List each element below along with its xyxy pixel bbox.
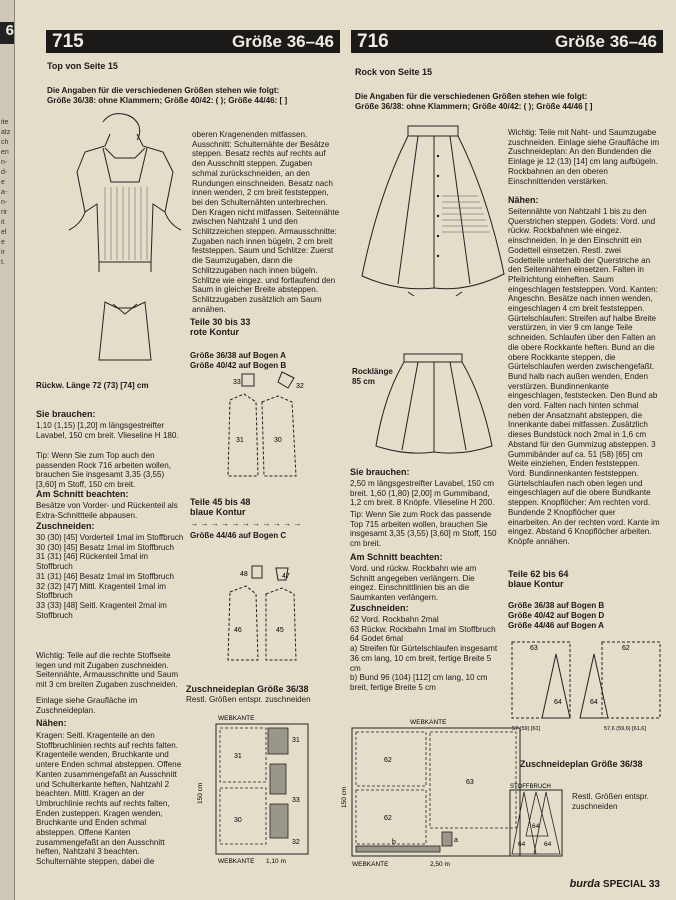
- pattern-716-header: [351, 30, 663, 53]
- magazine-brand: burda: [569, 878, 601, 890]
- svg-text:64: 64: [590, 699, 598, 706]
- sewing-heading: Nähen:: [508, 195, 539, 205]
- piece-b-label: b: [392, 839, 396, 846]
- size-sheet-2: Größe 40/42 auf Bogen B: [190, 361, 287, 370]
- fold-label: STOFFBRUCH: [510, 784, 551, 790]
- cutting-item: 31 (31) [46] Besatz 1mal im Stoffbruch: [36, 571, 174, 581]
- important-text: Wichtig: Teile auf die rechte Stoffseite legen und mit Zugaben zuschneiden. Seitennähte, Armausschnitte und Saum mit 3 cm breiten Zugaben zuschneiden.: [36, 651, 179, 690]
- previous-page-fragment: t.: [1, 259, 5, 266]
- pattern-715-header: [46, 30, 340, 53]
- skirt-length-value: 85 cm: [352, 377, 375, 386]
- pattern-number: 716: [357, 30, 389, 52]
- previous-page-fragment: ite: [1, 119, 9, 126]
- previous-page-fragment: n-: [1, 199, 8, 206]
- pattern-715-title: Top von Seite 15: [47, 61, 118, 71]
- sewing-text: Seitennähte von Nahtzahl 1 bis zu den Querstrichen steppen. Godets: Vord. und rückw. Rockbahnen wie eingez. einschneiden. In je den Einschnitt ein Godetteil einsetzen. Restl. zwei Godetteile unterhalb der Querstriche an den Seitennähten einsetzen. Falten in Pfeilrichtung einheften. Saum eingeschlagen feststeppen. Vord. Kanten: Angeschn. Besätze nach innen wenden, eingeschlagen 4 cm breit feststeppen. Gürtelschlaufen: Streifen auf halbe Breite verstürzen, in vier 9 cm lange Teile schneiden. Schlaufen über den Falten an die obere Rockkante heften. Bund an die obere Rockkante steppen, die Gürtelschlaufen werden zwischengefaßt. Bund halb nach außen wenden, Enden verstürzen. Bundinnenkante eingeschlagen, feststecken. Den Bund ab den vord. Falten nach hinten schmal neben der Ansatznaht absteppen, die Innenkante dabei mitfassen. Zusätzlich dieses Bundstück noch 2mal in 1,6 cm Abstand für den Gummizug absteppen. 3 Gummibänder auf ca. 51 (58) [65] cm Weite einziehen, Enden feststeppen. Vord. Bundinnenkanten feststeppen. Gürtelschlaufen nach oben legen und eingeschlagen auf die obere Bundkante steppen. Knopflöcher: Am rechten vord. Bundende 2 Knopflöcher quer einarbeiten. An der rechten vord. Kante im eingez. Abstand 6 Knopflöcher arbeiten. Knöpfe annähen.: [508, 207, 660, 546]
- pieces-30-33-heading: Teile 30 bis 33: [190, 317, 251, 327]
- piece-48-label: 48: [240, 571, 248, 578]
- cutting-item: 63 Rückw. Rockbahn 1mal im Stoffbruch: [350, 624, 496, 634]
- interfacing-text: Einlage siehe Graufläche im Zuschneideplan.: [36, 696, 138, 715]
- previous-page-fragment: e: [1, 239, 5, 246]
- previous-page-fragment: ir: [1, 249, 5, 256]
- svg-text:31: 31: [234, 753, 242, 760]
- selvedge-top-label: WEBKANTE: [410, 719, 447, 726]
- size-sheet-2: Größe 40/42 auf Bogen D: [508, 611, 605, 620]
- previous-page-fragment: el: [1, 229, 7, 236]
- pattern-notes-text: Besätze von Vorder- und Rückenteil als Extra-Schnittteile abpausen.: [36, 501, 178, 520]
- pattern-notes-heading: Am Schnitt beachten:: [350, 552, 443, 562]
- svg-text:62: 62: [384, 815, 392, 822]
- magazine-edition: SPECIAL: [602, 879, 647, 890]
- size-range: Größe 36–46: [231, 31, 334, 51]
- dimension-1: 57 (59) [61]: [512, 726, 541, 732]
- layout-height-label: 150 cm: [197, 782, 204, 804]
- cutting-item: 30 (30) [45] Vorderteil 1mal im Stoffbruch: [36, 533, 184, 542]
- selvedge-top-label: WEBKANTE: [218, 715, 255, 722]
- svg-text:62: 62: [384, 757, 392, 764]
- cutting-item: b) Bund 96 (104) [112] cm lang, 10 cm breit, fertige Breite 5 cm: [350, 673, 488, 692]
- svg-text:63: 63: [466, 779, 474, 786]
- previous-page-fragment: n-: [1, 159, 8, 166]
- previous-page-fragment: d-: [1, 169, 8, 176]
- previous-page-fragment: rir: [1, 209, 8, 216]
- cutting-heading: Zuschneiden:: [36, 521, 95, 531]
- layout-width-label: 2,50 m: [430, 861, 450, 868]
- previous-page-fragment: a-: [1, 189, 8, 196]
- cutting-item: 64 Godet 6mal: [350, 634, 404, 644]
- important-text: Wichtig: Teile mit Naht- und Saumzugabe zuschneiden. Einlage siehe Graufläche im Zuschneideplan: An den Bundenden die Einlage je 12 (13) [14] cm lang aufbügeln. Rockbahnen an den oberen Einschnittenden verstärken.: [508, 128, 660, 186]
- pattern-notes-text: Vord. und rückw. Rockbahn wie am Schnitt angegeben verlängern. Die eingez. Einschnittlinien bis an die Saumkanten verlängern.: [350, 564, 477, 603]
- svg-text:64: 64: [518, 841, 526, 848]
- layout-715-diagram: [196, 712, 320, 867]
- pattern-716-title: Rock von Seite 15: [355, 67, 433, 77]
- svg-text:62: 62: [622, 645, 630, 652]
- skirt-sketch: [358, 116, 508, 456]
- svg-text:30: 30: [234, 817, 242, 824]
- piece-33-label: 33: [233, 379, 241, 386]
- sizes-note-2: Größe 36/38: ohne Klammern; Größe 40/42: ( ); Größe 44/46 [ ]: [355, 102, 593, 111]
- layout-716-note: Restl. Größen entspr. zuschneiden: [572, 792, 649, 811]
- previous-page-fragment: en: [1, 149, 9, 156]
- materials-text: 1,10 (1,15) [1,20] m längsgestreifter Lavabel, 150 cm breit. Vlieseline H 180.: [36, 421, 179, 440]
- piece-46-label: 46: [234, 627, 242, 634]
- direction-arrows: → → → → → → → → → → →: [190, 519, 302, 528]
- cutting-item: 62 Vord. Rockbahn 2mal: [350, 615, 439, 624]
- sewing-text-continued: oberen Kragenenden mitfassen. Ausschnitt: Schulternähte der Besätze steppen. Besatz rechts auf rechts auf den Ausschnitt steppen. Zugaben schmal zurückschneiden, an den Rundungen einschneiden. Besatz nach innen wenden, 2 cm breit feststeppen, bei den Schulternähten unterbrechen. Den Kragen nicht mitfassen. Seitennähte zwischen Nahtzahl 1 und den Schlitzzeichen steppen. Armausschnitte: Zugaben nach innen bügeln, 2 cm breit feststeppen. Saum und Schlitze: Zuerst die Saumzugaben, dann die Schlitzzugaben nach innen bügeln. Schlitze wie eingez. und fortlaufend den Saum in gleicher Breite absteppen. Schlitzzugaben zusätzlich am Saum annähen.: [192, 130, 340, 314]
- sizes-note-2: Größe 36/38: ohne Klammern; Größe 40/42: ( ); Größe 44/46: [ ]: [47, 96, 288, 105]
- svg-text:33: 33: [292, 797, 300, 804]
- svg-text:31: 31: [292, 737, 300, 744]
- piece-47-label: 47: [282, 573, 290, 580]
- svg-text:64: 64: [554, 699, 562, 706]
- size-sheet-1: Größe 36/38 auf Bogen A: [190, 351, 286, 360]
- cutting-list: [350, 615, 502, 693]
- previous-page-fragment: it: [1, 219, 5, 226]
- size-sheet-3: Größe 44/46 auf Bogen A: [508, 621, 604, 630]
- pieces-62-64-contour: blaue Kontur: [508, 579, 564, 589]
- pieces-30-33-contour: rote Kontur: [190, 327, 239, 337]
- pattern-715-section: [46, 30, 340, 53]
- materials-text: 2,50 m längsgestreifter Lavabel, 150 cm breit. 1,60 (1,80) [2,00] m Gummiband, 1,2 cm breit. 8 Knöpfe. Vlieseline H 200.: [350, 479, 495, 508]
- sewing-heading: Nähen:: [36, 718, 67, 728]
- page-footer: [570, 878, 660, 890]
- tip-text: Tip: Wenn Sie zum Top auch den passenden Rock 716 arbeiten wollen, brauchen Sie insgesamt 3,35 (3,55) [3,60] m Stoff, 150 cm breit.: [36, 451, 171, 490]
- size-sheet-1: Größe 36/38 auf Bogen B: [508, 601, 605, 610]
- svg-text:64: 64: [532, 823, 540, 830]
- dimension-2: 57,6 (59,6) [61,6]: [604, 726, 646, 732]
- size-range: Größe 36–46: [554, 31, 657, 51]
- previous-page-fragment: ch: [1, 139, 9, 146]
- skirt-length-label: Rocklänge: [352, 367, 393, 376]
- sewing-text: Kragen: Seitl. Kragenteile an den Stoffbruchlinien rechts auf rechts falten. Kragenteile wenden, Bruchkante und untere Enden schmal absteppen. Offene Kanten zusammengefaßt an Ausschnitt und Schulterkante heften, Nahtzahl 2 beachten. Mittl. Kragen an der Umbruchlinie rechts auf rechts falten, Enden zusteppen. Kragen wenden, Bruchkante und Enden schmal absteppen. Offene Kanten zusammengefaßt an den Ausschnitt heften, Nahtzahl 3 beachten. Schulternähte steppen, dabei die: [36, 731, 182, 867]
- page-number: 33: [648, 879, 660, 890]
- pieces-45-48-diagram: [222, 556, 312, 666]
- cutting-list: [36, 533, 186, 620]
- selvedge-bottom-label: WEBKANTE: [218, 858, 255, 865]
- cutting-item: a) Streifen für Gürtelschlaufen insgesamt 36 cm lang, 10 cm breit, fertige Breite 5 cm: [350, 644, 498, 673]
- svg-text:32: 32: [292, 839, 300, 846]
- previous-page-fragment: atz: [1, 129, 11, 136]
- size-sheet-3: Größe 44/46 auf Bogen C: [190, 531, 287, 540]
- piece-32-label: 32: [296, 383, 304, 390]
- layout-height-label: 150 cm: [341, 786, 348, 808]
- sizes-note-1: Die Angaben für die verschiedenen Größen stehen wie folgt:: [355, 92, 588, 101]
- piece-31-label: 31: [236, 437, 244, 444]
- svg-text:63: 63: [530, 645, 538, 652]
- cutting-heading: Zuschneiden:: [350, 603, 409, 613]
- pieces-62-64-diagram: [510, 634, 666, 734]
- cutting-item: 33 (33) [48] Seitl. Kragenteil 2mal im Stoffbruch: [36, 600, 167, 620]
- cutting-item: 32 (32) [47] Mittl. Kragenteil 1mal im Stoffbruch: [36, 581, 167, 601]
- pieces-45-48-contour: blaue Kontur: [190, 507, 246, 517]
- godet-fold-diagram: [508, 780, 568, 860]
- layout-716-diagram: [342, 716, 524, 868]
- piece-30-label: 30: [274, 437, 282, 444]
- pattern-number: 715: [52, 30, 84, 52]
- top-sketch: [55, 112, 193, 362]
- materials-heading: Sie brauchen:: [350, 467, 410, 477]
- cutting-item: 31 (31) [46] Rückenteil 1mal im Stoffbruch: [36, 552, 149, 572]
- svg-text:64: 64: [544, 841, 552, 848]
- previous-page-edge: [0, 0, 15, 900]
- tip-text: Tip: Wenn Sie zum Rock das passende Top 715 arbeiten wollen, brauchen Sie insgesamt 3,35 (3,55) [3,60] m Stoff, 150 cm breit.: [350, 510, 497, 549]
- materials-heading: Sie brauchen:: [36, 409, 96, 419]
- layout-width-label: 1,10 m: [266, 858, 286, 865]
- selvedge-bottom-label: WEBKANTE: [352, 861, 389, 868]
- pieces-62-64-heading: Teile 62 bis 64: [508, 569, 569, 579]
- pieces-45-48-heading: Teile 45 bis 48: [190, 497, 251, 507]
- back-length: Rückw. Länge 72 (73) [74] cm: [36, 381, 149, 390]
- layout-715-note: Restl. Größen entspr. zuschneiden: [186, 695, 311, 704]
- pattern-716-section: [351, 30, 663, 53]
- sizes-note-1: Die Angaben für die verschiedenen Größen stehen wie folgt:: [47, 86, 280, 95]
- pattern-notes-heading: Am Schnitt beachten:: [36, 489, 129, 499]
- previous-page-fragment: e: [1, 179, 5, 186]
- cutting-item: 30 (30) [45] Besatz 1mal im Stoffbruch: [36, 542, 174, 552]
- layout-716-heading: Zuschneideplan Größe 36/38: [520, 759, 643, 769]
- layout-715-heading: Zuschneideplan Größe 36/38: [186, 684, 309, 694]
- pieces-30-33-diagram: [222, 372, 312, 482]
- piece-45-label: 45: [276, 627, 284, 634]
- previous-page-number: 6: [0, 22, 14, 44]
- piece-a-label: a: [454, 837, 458, 844]
